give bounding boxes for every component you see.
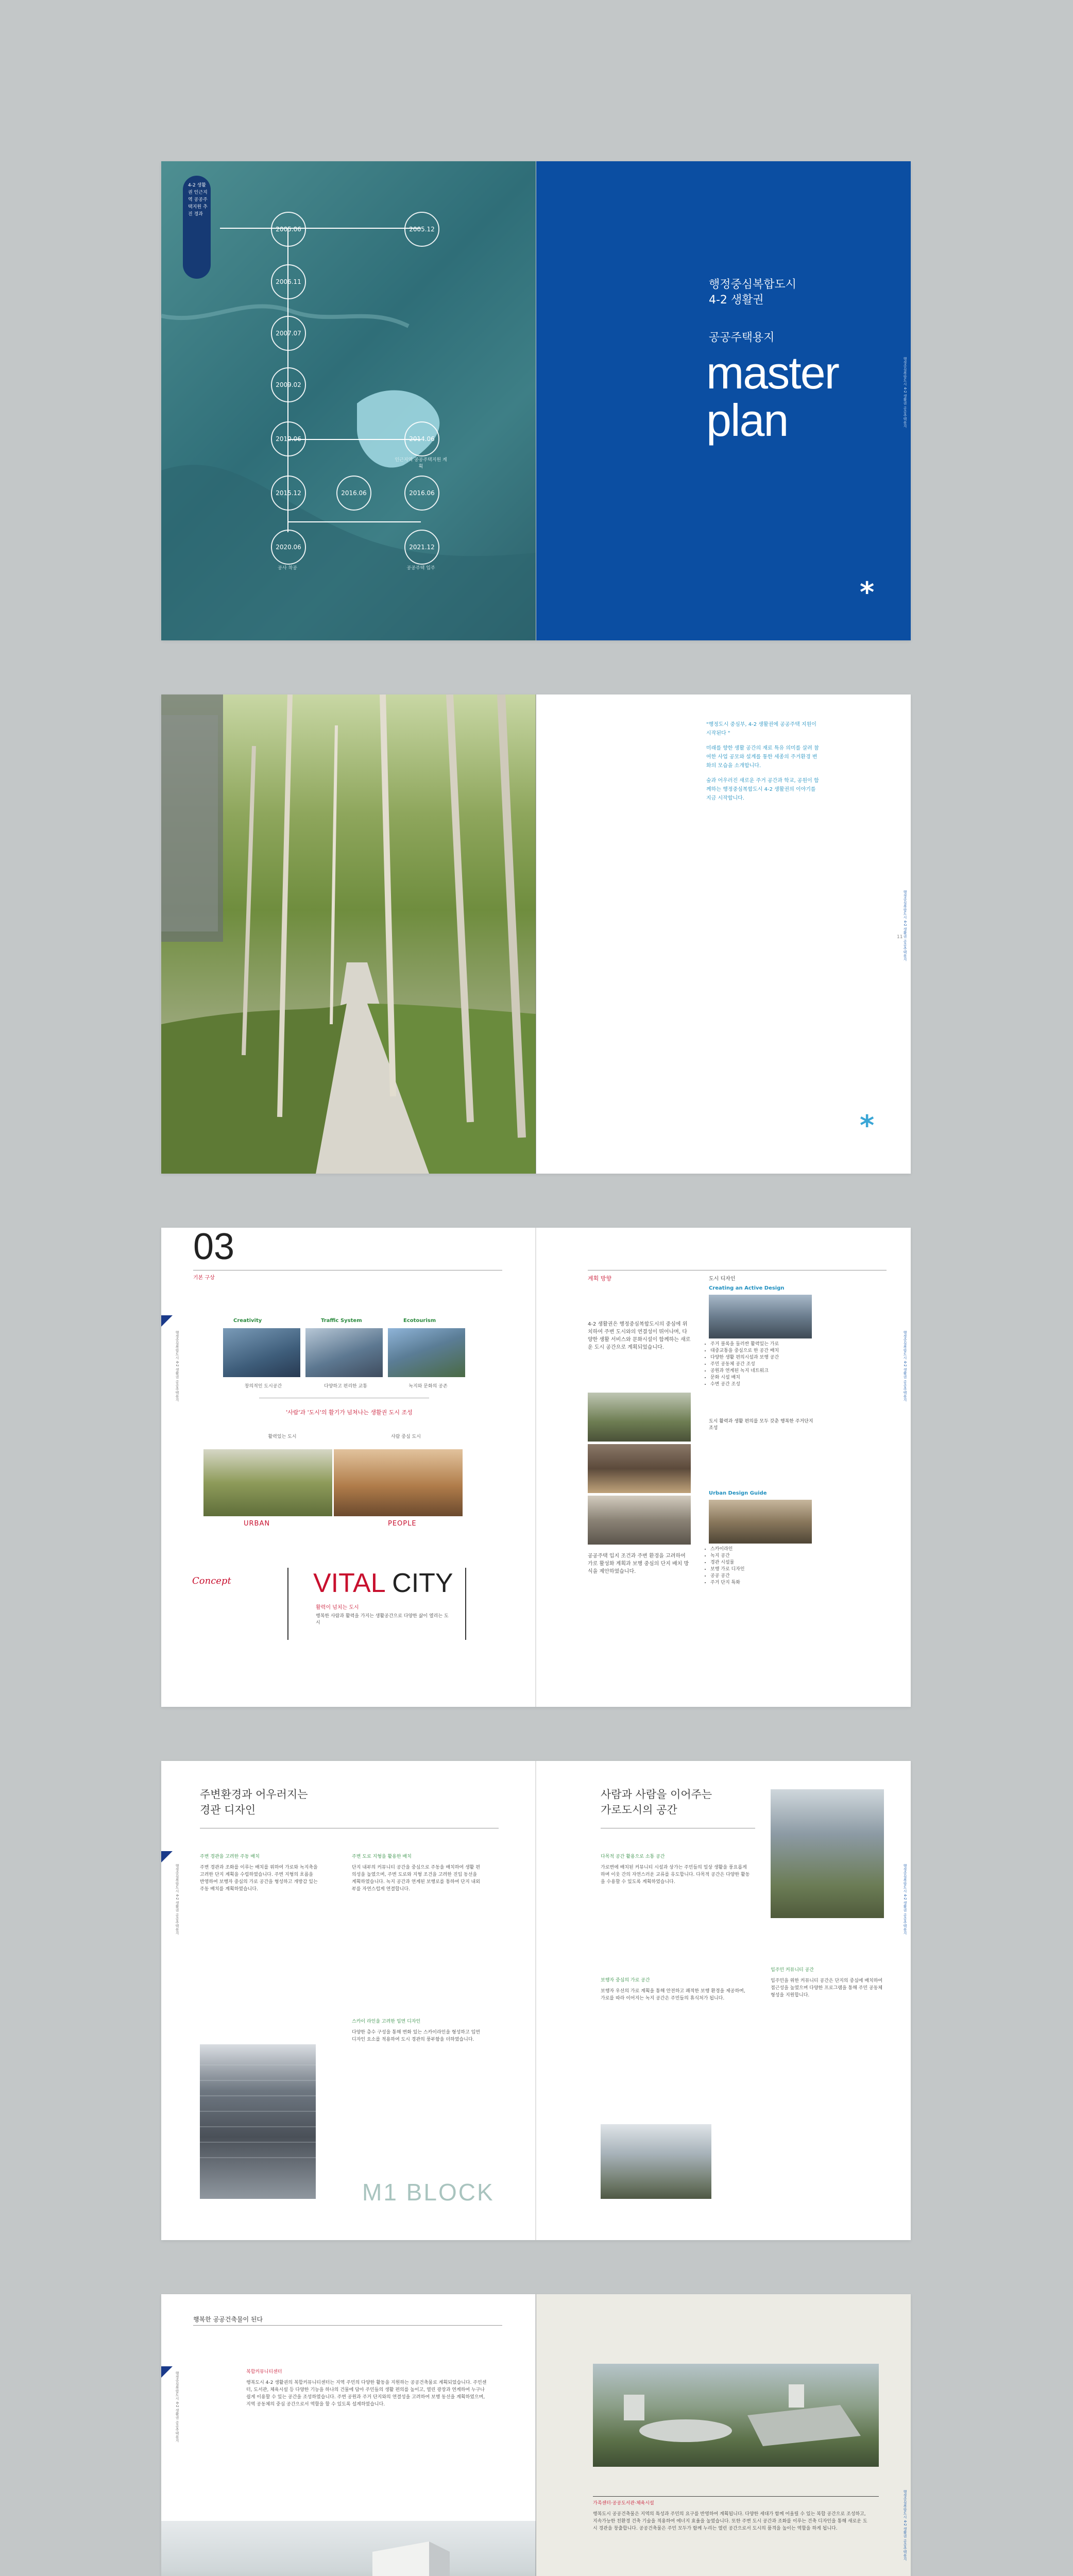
landscape-paragraph: 주변 경관과 조화를 이루는 배치를 위하여 가로와 녹지축을 고려한 단지 계획을 수립하였습니다. 주변 지형의 흐름을 반영하여 보행자 중심의 가로 공간을 형성하고 개방감 있는 주동 배치를 계획하였습니다. (200, 1865, 318, 1892)
active-design-photo (709, 1295, 812, 1338)
design-guide-list (701, 1546, 829, 1586)
street-subheading: 보행자 중심의 가로 공간 (601, 1978, 650, 1983)
landscape-title (200, 1787, 308, 1818)
list-item: • 보행 가로 디자인 (710, 1566, 829, 1573)
spread-forest (161, 694, 911, 1174)
urban-label: URBAN (244, 1520, 270, 1528)
street-title-line2: 가로도시의 공간 (601, 1804, 677, 1816)
spread-landscape (161, 1761, 911, 2240)
spread-concept (161, 1228, 911, 1707)
aerial-graphic (593, 2364, 879, 2467)
landscape-title-line1: 주변환경과 어우러지는 (200, 1788, 308, 1801)
page-number: 11 (897, 935, 903, 940)
urban-photo (203, 1449, 332, 1516)
list-item: • 수변 공간 조성 (710, 1381, 829, 1388)
people-label: PEOPLE (388, 1520, 417, 1528)
divider (193, 2325, 502, 2326)
timeline-circle: 2021.12 (404, 530, 439, 565)
pair-label: 사람 중심 도시 (391, 1434, 421, 1439)
people-photo (334, 1449, 463, 1516)
side-tab: 행정중심복합도시 4-2 생활권 공공주택용지 (903, 1864, 907, 1935)
active-design-list (701, 1341, 829, 1388)
side-tab: 행정중심복합도시 4-2 생활권 공공주택용지 (903, 2490, 907, 2561)
street-title-line1: 사람과 사람을 이어주는 (601, 1788, 712, 1801)
concept-page (161, 1228, 536, 1707)
street-photo (771, 1789, 884, 1918)
map-graphic (161, 161, 536, 640)
urban-design-heading: 도시 디자인 (709, 1276, 736, 1282)
building-graphic (200, 2044, 316, 2199)
section-number: 03 (193, 1228, 235, 1267)
street-paragraph: 가로변에 배치된 커뮤니티 시설과 상가는 주민들의 일상 생활을 풍요롭게 하며 이웃 간의 자연스러운 교류를 유도합니다. 다목적 공간은 다양한 활동을 수용할 수 있도록 계획하였습니다. (601, 1865, 750, 1885)
spread-public-building (161, 2294, 911, 2576)
timeline-circle: 2015.12 (271, 476, 306, 511)
cover-subtitle-line2: 4-2 생활권 (709, 294, 764, 307)
public-building-page (161, 2294, 536, 2576)
list-item: • 스카이라인 (710, 1546, 829, 1553)
caption: 녹지와 문화의 공존 (408, 1384, 448, 1389)
block-label: M1 BLOCK (362, 2179, 495, 2206)
traffic-photo (305, 1328, 383, 1377)
asterisk-icon: * (860, 576, 875, 608)
public-building-title: 행복한 공공건축물이 된다 (193, 2316, 263, 2323)
section-label: 기본 구상 (193, 1275, 215, 1281)
landscape-subheading: 주변 도로 지형을 활용한 배치 (352, 1854, 412, 1859)
divider (593, 2496, 879, 2497)
vital-description: 행복한 사람과 활력을 가지는 생활공간으로 다양한 삶이 열리는 도시 (316, 1614, 449, 1625)
forest-photo-graphic (161, 694, 536, 1174)
design-guide-heading: Urban Design Guide (709, 1490, 767, 1496)
caption: 다양하고 편리한 교통 (324, 1384, 367, 1389)
landscape-subheading: 스카이 라인을 고려한 입면 디자인 (352, 2019, 421, 2024)
cover-page (536, 161, 911, 640)
timeline-circle: 2007.07 (271, 316, 306, 351)
timeline-circle: 2005.12 (404, 212, 439, 247)
design-guide-photo (709, 1500, 812, 1544)
cover-subtitle-line1: 행정중심복합도시 (709, 278, 797, 291)
corner-marker (161, 2366, 173, 2378)
timeline-caption: 공사 착공 (278, 566, 297, 571)
street-title (601, 1787, 712, 1818)
side-tab: 행정중심복합도시 4-2 생활권 공공주택용지 (175, 1331, 179, 1402)
side-tab: 행정중심복합도시 4-2 생활권 공공주택용지 (175, 1864, 179, 1935)
timeline-caption: 공공주택 입주 (406, 566, 435, 571)
timeline-caption: 인근지역 공공주택지원 계획 (395, 457, 447, 469)
pair-label: 활력있는 도시 (268, 1434, 297, 1439)
list-item: • 경관 시설물 (710, 1560, 829, 1566)
creativity-photo (223, 1328, 300, 1377)
side-tab: 행정중심복합도시 4-2 생활권 공공주택용지 (903, 890, 907, 961)
side-tab: 행정중심복합도시 4-2 생활권 공공주택용지 (903, 357, 907, 428)
cover-title (706, 349, 839, 444)
plan-note: 도시 활력과 생활 편의를 모두 갖춘 행복한 주거단지 조성 (709, 1419, 813, 1431)
landscape-paragraph: 단지 내부의 커뮤니티 공간을 중심으로 주동을 배치하여 생활 편의성을 높였으며, 주변 도로와 지형 조건을 고려한 진입 동선을 계획하였습니다. 녹지 공간과 연계된 보행로를 통하여 단지 내외부를 자연스럽게 연결합니다. (352, 1865, 480, 1892)
plan-page (536, 1228, 911, 1707)
intro-paragraph: 미래를 향한 생활 공간의 재료 특유 의미를 살려 참여한 사업 공모와 설계를 통한 세종의 주거환경 변화의 모습을 소개합니다. (706, 745, 819, 769)
street-page (536, 1761, 911, 2240)
gutter (535, 2294, 536, 2576)
intro-text (706, 720, 820, 803)
cover-kicker: 공공주택용지 (709, 331, 775, 344)
intro-page (536, 694, 911, 1174)
heading-traffic: Traffic System (321, 1318, 362, 1324)
market-photo (588, 1444, 691, 1493)
city-word: CITY (392, 1568, 453, 1598)
plan-paragraph-2: 공공주택 입지 조건과 주변 환경을 고려하여 가로 활성화 계획과 보행 중심의 단지 배치 방식을 제안하였습니다. (588, 1553, 689, 1574)
plan-paragraph: 4-2 생활권은 행정중심복합도시의 중심에 위치하여 주변 도시와의 연결성이 뛰어나며, 다양한 생활 서비스와 문화시설이 함께하는 새로운 도시 공간으로 계획되었습니다. (588, 1321, 691, 1350)
vital-city-title (313, 1568, 453, 1599)
heading-creativity: Creativity (233, 1318, 262, 1324)
list-item: • 다양한 생활 편의시설과 보행 공간 (710, 1354, 829, 1361)
ecotourism-photo (388, 1328, 465, 1377)
gutter (535, 694, 536, 1174)
plan-heading: 계획 방향 (588, 1275, 612, 1282)
timeline-circle: 2010.06 (271, 421, 306, 456)
list-item: • 주거 블록을 둘러싼 활력있는 가로 (710, 1341, 829, 1348)
side-tab: 행정중심복합도시 4-2 생활권 공공주택용지 (903, 1331, 907, 1402)
street-paragraph: 입주민을 위한 커뮤니티 공간은 단지의 중심에 배치하여 접근성을 높였으며 다양한 프로그램을 통해 주민 공동체 형성을 지원합니다. (771, 1978, 883, 1998)
aerial-page (536, 2294, 911, 2576)
timeline-circle: 2006.11 (271, 264, 306, 299)
timeline-circle: 2009.02 (271, 367, 306, 402)
forest-photo (161, 694, 536, 1174)
vertical-rule (465, 1568, 466, 1640)
street-subheading: 다목적 공간 활용으로 소통 공간 (601, 1854, 665, 1859)
aerial-photo (593, 2364, 879, 2467)
street-paragraph: 보행자 우선의 가로 계획을 통해 안전하고 쾌적한 보행 환경을 제공하며, 가로를 따라 이어지는 녹지 공간은 주민들의 휴식처가 됩니다. (601, 1989, 745, 2001)
list-item: • 녹지 공간 (710, 1553, 829, 1560)
list-item: • 주거 단지 특화 (710, 1580, 829, 1586)
public-building-paragraph: 행복도시 4-2 생활권의 복합커뮤니티센터는 지역 주민의 다양한 활동을 지원하는 공공건축물로 계획되었습니다. 주민센터, 도서관, 체육시설 등 다양한 기능을 하나의 건물에 담아 주민들의 생활 편의를 높이고, 열린 광장과 연계하여 누구나 쉽게 이용할 수 있는 공간을 조성하였습니다. 주변 공원과 주거 단지와의 연결성을 고려하여 보행 동선을 계획하였으며, 지역 공동체의 중심 공간으로서 역할을 할 수 있도록 설계하였습니다. (246, 2380, 487, 2407)
vital-subtitle: 활력이 넘치는 도시 (316, 1605, 359, 1611)
asterisk-icon: * (860, 1109, 875, 1142)
map-page (161, 161, 536, 640)
timeline-circle: 2016.06 (336, 476, 371, 511)
heading-ecotourism: Ecotourism (403, 1318, 436, 1324)
gutter (535, 1228, 536, 1707)
concept-label: Concept (192, 1575, 231, 1586)
caption: 창의적인 도시공간 (244, 1384, 282, 1389)
building-photo (200, 2044, 316, 2199)
aerial-subheading: 가족센터·공공도서관·체육시설 (593, 2501, 654, 2506)
timeline-circle: 2020.06 (271, 530, 306, 565)
cover-subtitle (709, 277, 796, 308)
public-building-subheading: 복합커뮤니티센터 (246, 2369, 282, 2375)
timeline-circle: 2014.06 (404, 421, 439, 456)
list-item: • 문화 시설 배치 (710, 1375, 829, 1381)
plaza-photo (588, 1496, 691, 1545)
red-tagline: '사람'과 '도시'의 활기가 넘쳐나는 생활권 도시 조성 (286, 1409, 413, 1416)
landscape-subheading: 주변 경관을 고려한 주동 배치 (200, 1854, 260, 1859)
cover-title-line1: master (706, 347, 839, 398)
landscape-page (161, 1761, 536, 2240)
timeline-circle: 2005.06 (271, 212, 306, 247)
gutter (535, 1761, 536, 2240)
timeline-label: 4-2 생활권 인근지역 공공주택지원 추진 경과 (188, 183, 208, 217)
list-item: • 대중교통을 중심으로 한 공간 배치 (710, 1348, 829, 1354)
list-item: • 공원과 연계된 녹지 네트워크 (710, 1368, 829, 1375)
active-design-heading: Creating an Active Design (709, 1285, 785, 1291)
street-photo (588, 1393, 691, 1442)
corner-marker (161, 1315, 173, 1327)
spread-cover (161, 161, 911, 640)
side-tab: 행정중심복합도시 4-2 생활권 공공주택용지 (175, 2371, 179, 2443)
intro-paragraph: "행정도시 중심부, 4-2 생활권에 공공주택 지원이 시작된다 " (706, 722, 816, 736)
cover-title-line2: plan (706, 395, 788, 446)
list-item: • 공공 공간 (710, 1573, 829, 1580)
corner-marker (161, 1851, 173, 1862)
street-subheading: 입주민 커뮤니티 공간 (771, 1968, 814, 1973)
landscape-paragraph: 다양한 층수 구성을 통해 변화 있는 스카이라인을 형성하고 입면 디자인 요소를 적용하여 도시 경관의 풍부함을 더하였습니다. (352, 2030, 480, 2042)
aerial-paragraph: 행복도시 공공건축물은 지역의 특성과 주민의 요구를 반영하여 계획됩니다. 다양한 세대가 함께 어울릴 수 있는 복합 공간으로 조성하고, 지속가능한 친환경 건축 기술을 적용하여 에너지 효율을 높였습니다. 또한 주변 도시 공간과 조화를 이루는 건축 디자인을 통해 새로운 도시 경관을 창출합니다. 공공건축물은 주민 모두가 함께 누리는 열린 공간으로서 도시의 품격을 높이는 역할을 하게 됩니다. (593, 2512, 867, 2531)
public-building-graphic (161, 2521, 536, 2576)
vital-word: VITAL (313, 1568, 385, 1598)
community-photo (601, 2124, 711, 2199)
landscape-title-line2: 경관 디자인 (200, 1804, 256, 1816)
list-item: • 주민 공동체 공간 조성 (710, 1361, 829, 1368)
public-building-photo (161, 2521, 536, 2576)
intro-paragraph: 숲과 어우러진 새로운 주거 공간과 학교, 공원이 함께하는 행정중심복합도시 4-2 생활권의 이야기를 지금 시작합니다. (706, 778, 819, 801)
timeline-circle: 2016.06 (404, 476, 439, 511)
vertical-rule (287, 1568, 288, 1640)
